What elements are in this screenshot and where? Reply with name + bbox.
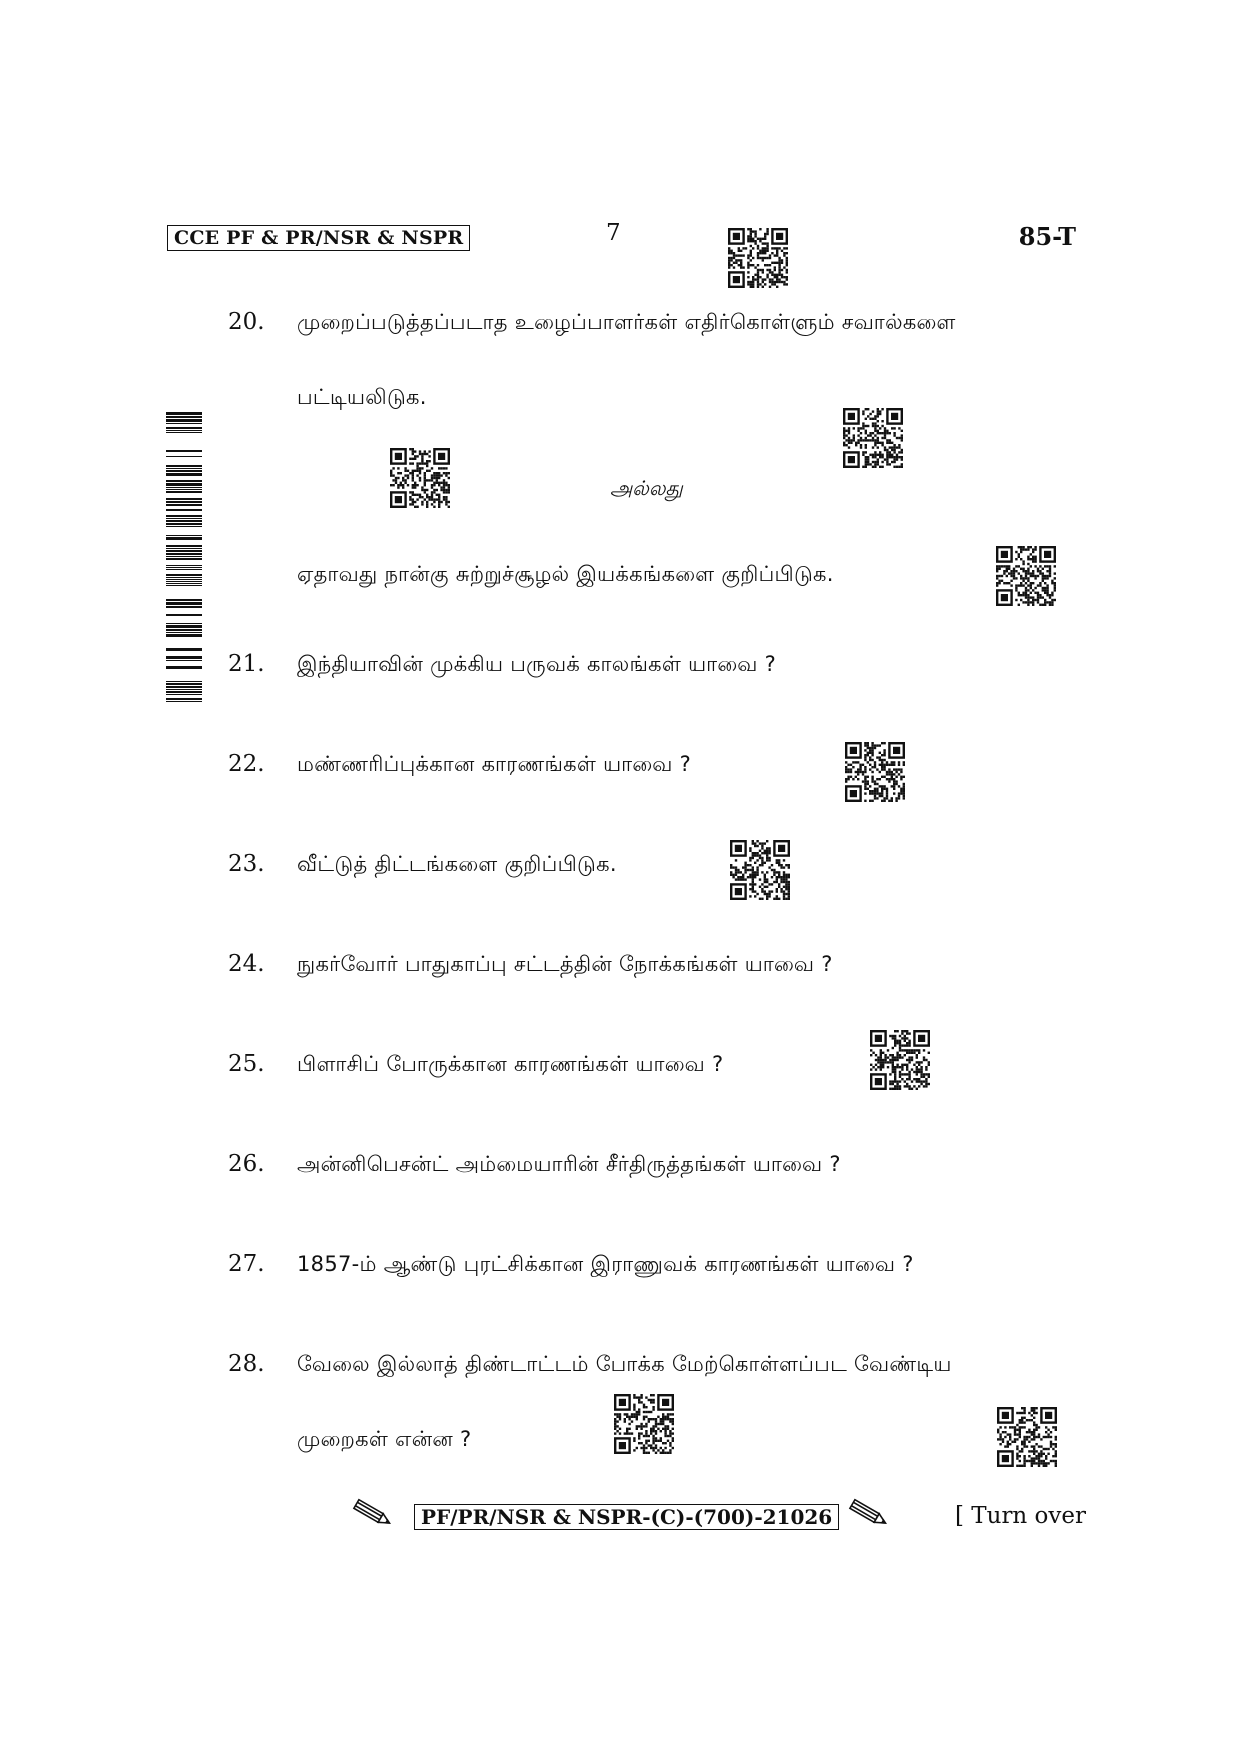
header-box: CCE PF & PR/NSR & NSPR <box>167 225 470 251</box>
page-number: 7 <box>606 220 621 246</box>
pencil-icon <box>846 1497 890 1529</box>
question-text-continued: முறைகள் என்ன ? <box>297 1427 472 1451</box>
qr-code-icon <box>390 448 450 508</box>
question-number: 25. <box>228 1051 265 1077</box>
question-text: முறைப்படுத்தப்படாத உழைப்பாளர்கள் எதிர்கொள்ளும் சவால்களை <box>297 310 956 334</box>
qr-code-icon <box>730 840 790 900</box>
qr-code-icon <box>728 228 788 288</box>
question-number: 22. <box>228 751 265 777</box>
qr-code-icon <box>843 408 903 468</box>
qr-code-icon <box>997 1407 1057 1467</box>
question-number: 27. <box>228 1251 265 1277</box>
qr-code-icon <box>614 1394 674 1454</box>
question-text: வேலை இல்லாத் திண்டாட்டம் போக்க மேற்கொள்ளப்பட வேண்டிய <box>297 1352 952 1376</box>
question-text: 1857-ம் ஆண்டு புரட்சிக்கான இராணுவக் காரணங்கள் யாவை ? <box>297 1252 914 1276</box>
question-number: 26. <box>228 1151 265 1177</box>
qr-code-icon <box>996 546 1056 606</box>
question-text: வீட்டுத் திட்டங்களை குறிப்பிடுக. <box>297 852 617 876</box>
pencil-icon <box>350 1497 394 1529</box>
qr-code-icon <box>845 742 905 802</box>
question-text: மண்ணரிப்புக்கான காரணங்கள் யாவை ? <box>297 752 692 776</box>
question-text: பிளாசிப் போருக்கான காரணங்கள் யாவை ? <box>297 1052 724 1076</box>
question-number: 23. <box>228 851 265 877</box>
barcode-icon <box>166 410 202 702</box>
turn-over-text: [ Turn over <box>955 1503 1087 1529</box>
question-text-continued: பட்டியலிடுக. <box>297 385 427 409</box>
qr-code-icon <box>870 1030 930 1090</box>
question-text: இந்தியாவின் முக்கிய பருவக் காலங்கள் யாவை ? <box>297 652 777 676</box>
question-number: 20. <box>228 309 265 335</box>
alternative-question-text: ஏதாவது நான்கு சுற்றுச்சூழல் இயக்கங்களை குறிப்பிடுக. <box>297 562 834 586</box>
question-number: 21. <box>228 651 265 677</box>
question-number: 24. <box>228 951 265 977</box>
or-label: அல்லது <box>610 476 683 500</box>
paper-code: 85-T <box>1018 222 1076 251</box>
question-text: நுகர்வோர் பாதுகாப்பு சட்டத்தின் நோக்கங்கள் யாவை ? <box>297 952 833 976</box>
footer-code-box: PF/PR/NSR & NSPR-(C)-(700)-21026 <box>414 1504 839 1530</box>
question-number: 28. <box>228 1351 265 1377</box>
question-text: அன்னிபெசன்ட் அம்மையாரின் சீர்திருத்தங்கள் யாவை ? <box>297 1152 841 1176</box>
